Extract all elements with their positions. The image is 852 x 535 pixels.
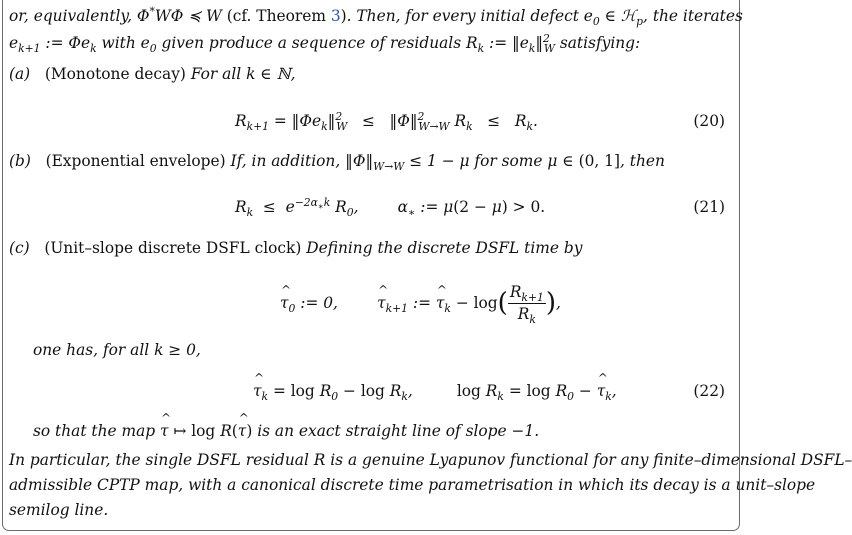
equation-20: $R_{k+1}$ = $‖\Phi e_k‖^2_W$ ≤ ‖Φ‖$^2_{W\to W}$ $R_k \le R_k$.	[235, 109, 538, 134]
equation-21: $R_k \le e^{-2\alpha_∗k}$ $R_0$, $\alpha_∗$ := μ(2 − μ) > 0.	[235, 195, 546, 220]
conclusion-line-1: In particular, the single DSFL residual R is a genuine Lyapunov functional for any finite–dimensional DSFL–	[9, 451, 852, 469]
item-a-text: For all k ∈ ℕ,	[190, 65, 296, 83]
conclusion-line-2: admissible CPTP map, with a canonical discrete time parametrisation in which its decay is a unit–slope	[9, 476, 816, 494]
intro-line-1: or, equivalently, Φ*WΦ ≼ W (cf. Theorem 3). Then, for every initial defect $e_0$ ∈ ℋ$_p$, the iterates	[9, 4, 743, 29]
item-a-label: (a)	[9, 65, 31, 83]
item-c-text-2: one has, for all k ≥ 0,	[33, 341, 201, 359]
equation-20-number: (20)	[693, 112, 725, 130]
equation-tau-definition: ^ $\tau_0$ := 0, ^ $\tau_{k+1}$ := ^ $\tau_k - \log$( $\frac{R_{k+1}}{R_k}$ ),	[280, 282, 561, 326]
item-c-text-3: so that the map ^ τ ↦ log R(^ τ) is an exact straight line of slope −1.	[33, 421, 539, 442]
equation-22: ^ $\tau_k = \log R_0 - \log R_k$, $\log R_k = \log R_0$ − ^ $\tau_k$,	[253, 381, 617, 402]
item-c-title: (Unit–slope discrete DSFL clock)	[44, 239, 302, 257]
item-b-text: If, in addition, $‖\Phi‖_{W\to W} \le 1 - \mu$ for some μ ∈ (0, 1], then	[230, 152, 665, 174]
item-c-label: (c)	[9, 239, 30, 257]
equation-22-number: (22)	[693, 382, 725, 400]
item-c-heading	[9, 238, 582, 259]
intro-line-2: $e_{k+1}$ := $\Phi e_k$ with $e_0$ given produce a sequence of residuals $R_k$ := $‖e_k‖^2_W$ satisfying:	[9, 31, 641, 56]
theorem-ref-link[interactable]: 3	[330, 7, 341, 25]
conclusion-line-3: semilog line.	[9, 501, 109, 519]
item-a-title: (Monotone decay)	[44, 65, 186, 83]
equation-21-number: (21)	[693, 198, 725, 216]
item-b-label: (b)	[9, 152, 31, 170]
item-b-title: (Exponential envelope)	[45, 152, 226, 170]
item-a-heading	[9, 64, 296, 85]
item-b-heading	[9, 151, 665, 172]
item-c-text: Defining the discrete DSFL time by	[306, 239, 583, 257]
